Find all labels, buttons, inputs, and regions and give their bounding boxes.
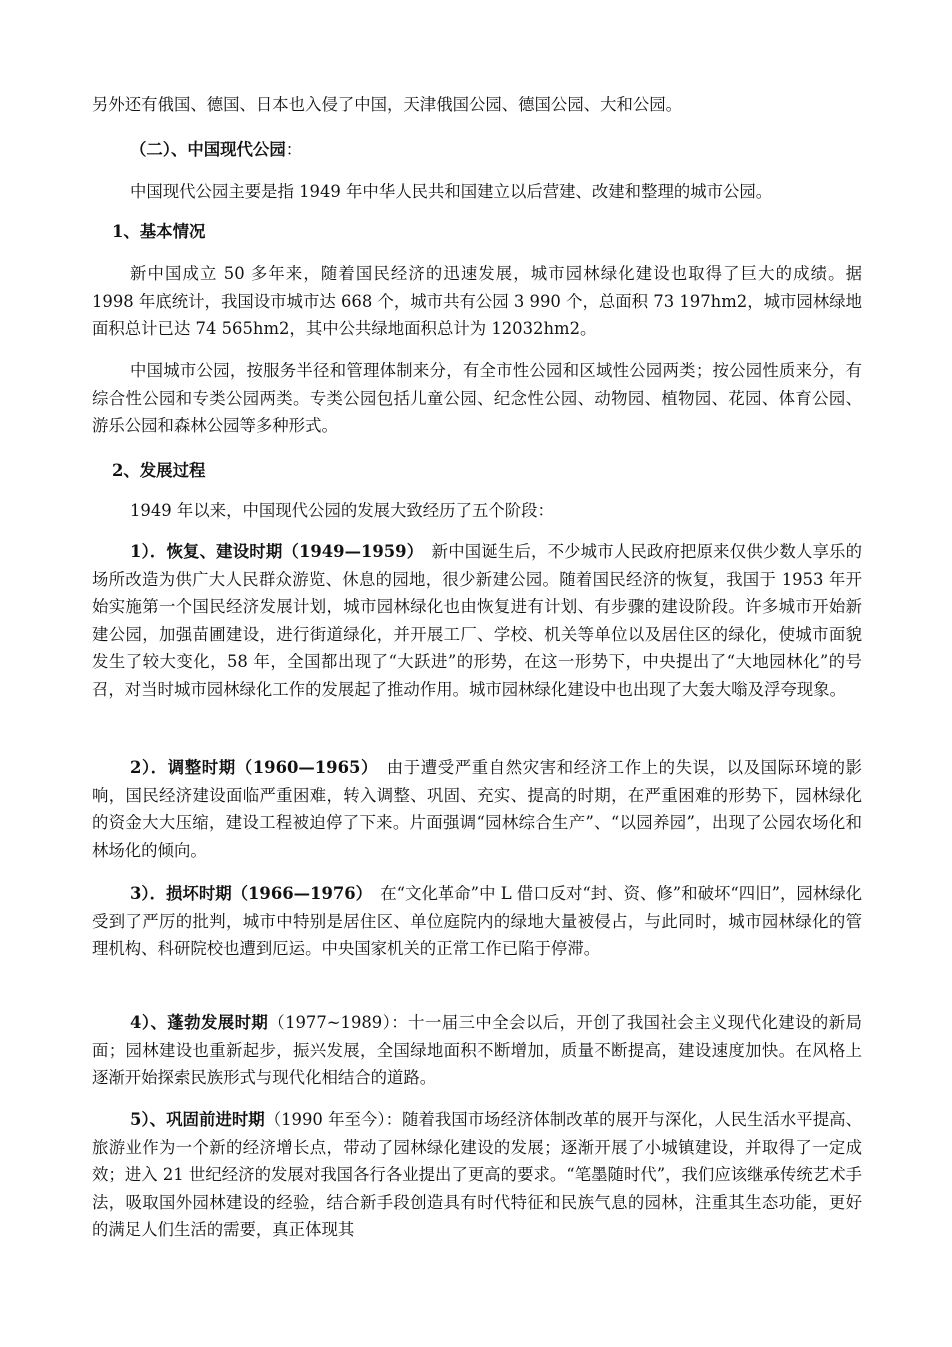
stage-5-text: （1990 年至今）：随着我国市场经济体制改革的展开与深化，人民生活水平提高、旅游业作为一个新的经济增长点，带动了园林绿化建设的发展；逐渐开展了小城镇建设，并取得了一定成效；进入 21 世纪经济的发展对我国各行各业提出了更高的要求。“笔墨随时代”，我们应该继承传统艺术手法，吸取国外园林建设的经验，结合新手段创造具有时代特征和民族气息的园林，注重其生态功能，更好的满足人们生活的需要，真正体现其 <box>92 1110 862 1240</box>
stage-3-text: 在“文化革命”中 L 借口反对“封、资、修”和破坏“四旧”，园林绿化受到了严厉的批判，城市中特别是居住区、单位庭院内的绿地大量被侵占，与此同时，城市园林绿化的管理机构、科研院校也遭到厄运。中央国家机关的正常工作已陷于停滞。 <box>92 884 862 959</box>
stage-1-text: 新中国诞生后，不少城市人民政府把原来仅供少数人享乐的场所改造为供广大人民群众游览、休息的园地，很少新建公园。随着国民经济的恢复，我国于 1953 年开始实施第一个国民经济发展计划，城市园林绿化也由恢复进有计划、有步骤的建设阶段。许多城市开始新建公园，加强苗圃建设，进行街道绿化，并开展工厂、学校、机关等单位以及居住区的绿化，使城市面貌发生了较大变化，58 年，全国都出现了“大跃进”的形势，在这一形势下，中央提出了“大地园林化”的号召，对当时城市园林绿化工作的发展起了推动作用。城市园林绿化建设中也出现了大轰大嗡及浮夸现象。 <box>92 542 862 699</box>
paragraph-five-stages-intro: 1949 年以来，中国现代公园的发展大致经历了五个阶段： <box>130 501 554 520</box>
paragraph-modern-parks-definition: 中国现代公园主要是指 1949 年中华人民共和国建立以后营建、改建和整理的城市公园。 <box>130 182 773 201</box>
paragraph-stage-3 <box>92 880 862 963</box>
paragraph-stage-1 <box>92 538 862 704</box>
heading-basic-situation: 1、基本情况 <box>112 222 206 241</box>
stage-4-text: （1977~1989）：十一届三中全会以后，开创了我国社会主义现代化建设的新局面；园林建设也重新起步，振兴发展，全国绿地面积不断增加，质量不断提高，建设速度加快。在风格上逐渐开始探索民族形式与现代化相结合的道路。 <box>92 1013 862 1088</box>
paragraph-foreign-parks: 另外还有俄国、德国、日本也入侵了中国，天津俄国公园、德国公园、大和公园。 <box>92 95 683 114</box>
stage-4-title: 4）、蓬勃发展时期 <box>130 1013 269 1032</box>
paragraph-stage-4 <box>92 1009 862 1092</box>
section-heading-colon: ： <box>285 140 303 159</box>
section-heading-modern-parks <box>92 136 862 164</box>
stage-1-title: 1）．恢复、建设时期（1949—1959） <box>130 542 416 561</box>
paragraph-stage-2 <box>92 754 862 864</box>
stage-2-title: 2）．调整时期（1960—1965） <box>130 758 370 777</box>
stage-2-text: 由于遭受严重自然灾害和经济工作上的失误，以及国际环境的影响，国民经济建设面临严重困难，转入调整、巩固、充实、提高的时期，在严重困难的形势下，园林绿化的资金大大压缩，建设工程被迫停了下来。片面强调“园林综合生产”、“以园养园”，出现了公园农场化和林场化的倾向。 <box>92 758 863 860</box>
heading-development-process: 2、发展过程 <box>112 461 206 480</box>
stage-5-title: 5）、巩固前进时期 <box>130 1110 265 1129</box>
paragraph-stage-5 <box>92 1106 862 1244</box>
stage-3-title: 3）．损坏时期（1966—1976） <box>130 884 364 903</box>
section-heading-text: （二）、中国现代公园 <box>130 140 286 159</box>
paragraph-statistics: 新中国成立 50 多年来，随着国民经济的迅速发展，城市园林绿化建设也取得了巨大的成绩。据 1998 年底统计，我国设市城市达 668 个，城市共有公园 3 990 个，总面积 73 197hm2，城市园林绿地面积总计已达 74 565hm2，其中公共绿地面积总计为 12032hm2。 <box>92 264 862 339</box>
paragraph-park-classification: 中国城市公园，按服务半径和管理体制来分，有全市性公园和区域性公园两类；按公园性质来分，有综合性公园和专类公园两类。专类公园包括儿童公园、纪念性公园、动物园、植物园、花园、体育公园、游乐公园和森林公园等多种形式。 <box>92 361 862 436</box>
